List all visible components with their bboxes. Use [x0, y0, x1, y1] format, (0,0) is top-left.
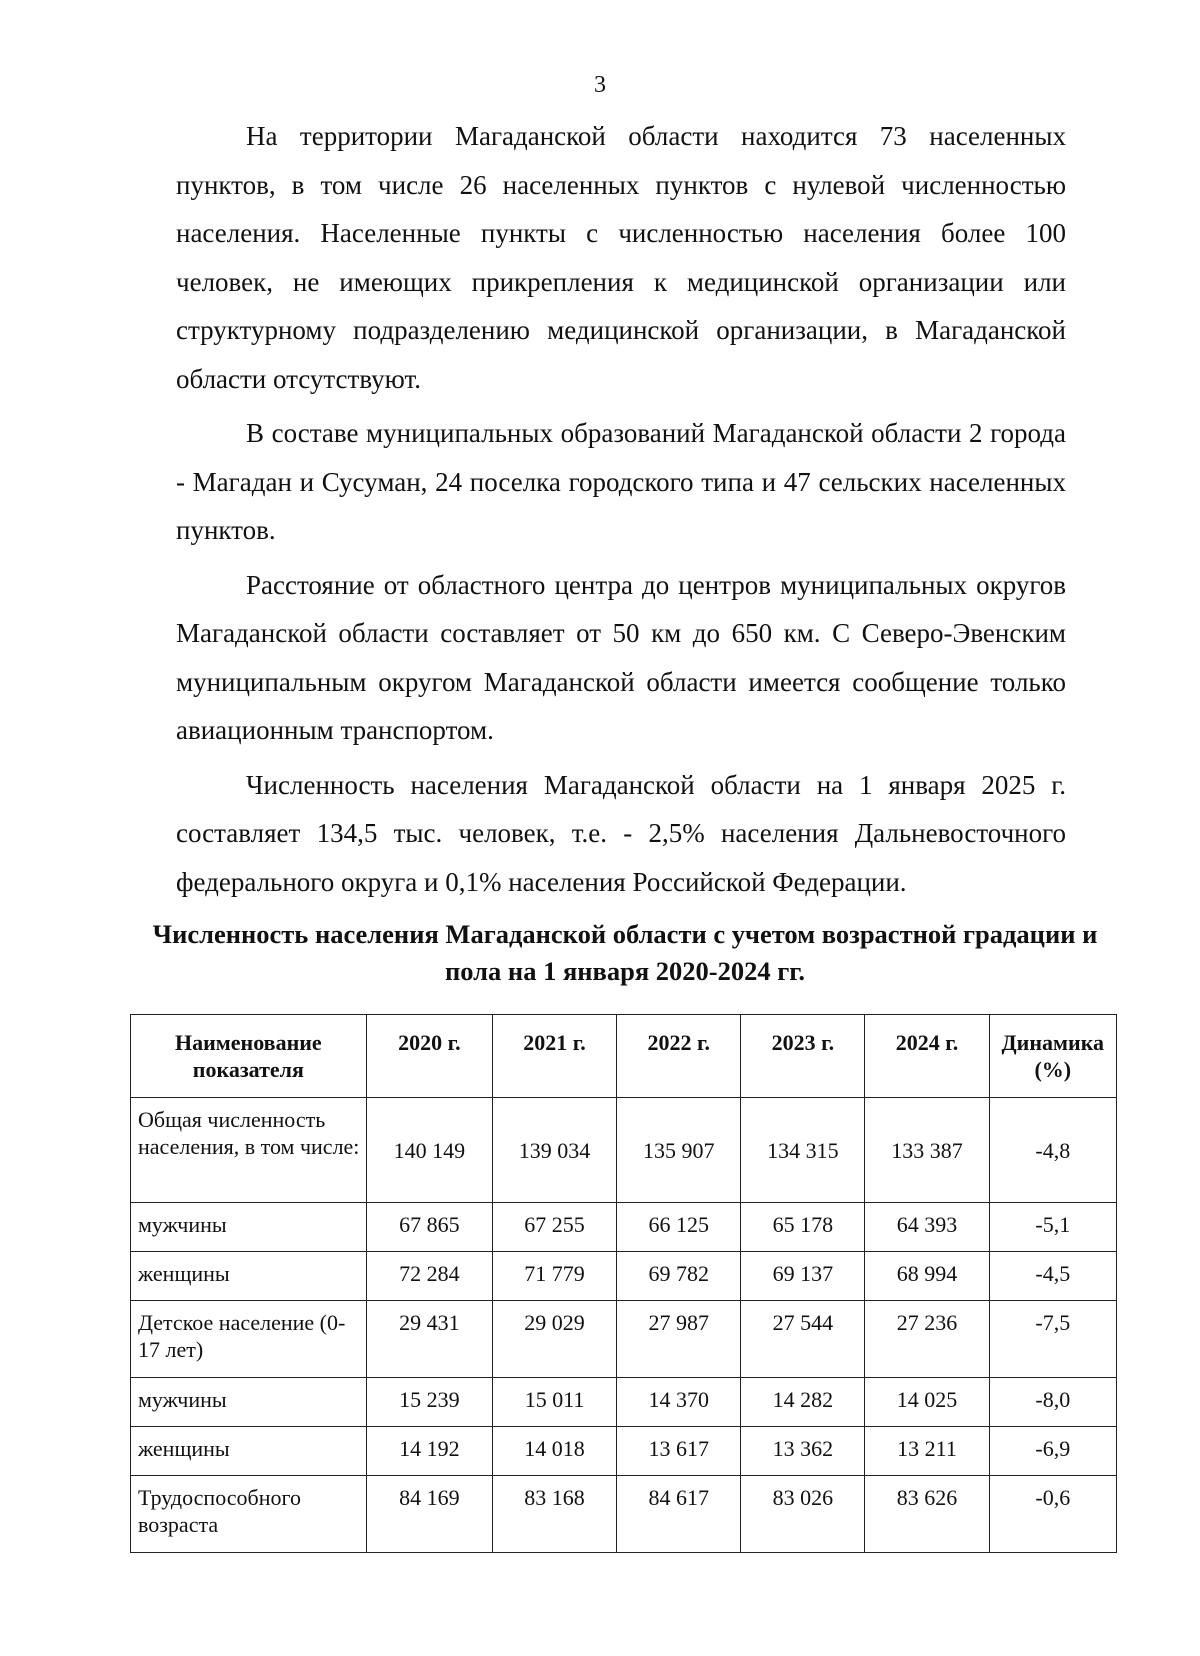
table-cell: 29 431: [366, 1301, 492, 1378]
table-header-row: [131, 1015, 1117, 1098]
table-cell: 133 387: [865, 1098, 989, 1203]
paragraph-settlements: На территории Магаданской области находится 73 населенных пунктов, в том числе 26 населенных пунктов с нулевой численностью населения. Населенные пункты с численностью населения более 100 человек, не имеющих прикрепления к медицинской организации или структурному подразделению медицинской организации, в Магаданской области отсутствуют.: [176, 121, 1066, 394]
table-cell: -0,6: [989, 1476, 1116, 1553]
table-cell: 27 544: [741, 1301, 865, 1378]
row-label: Трудоспособного возраста: [131, 1476, 367, 1553]
table-row: [131, 1098, 1117, 1203]
table-cell: 14 192: [366, 1427, 492, 1476]
table-cell: 140 149: [366, 1098, 492, 1203]
row-label: Детское население (0-17 лет): [131, 1301, 367, 1378]
header-2024: 2024 г.: [865, 1015, 989, 1098]
header-dynamics: Динамика (%): [989, 1015, 1116, 1098]
table-cell: 139 034: [492, 1098, 616, 1203]
table-cell: 14 018: [492, 1427, 616, 1476]
paragraph-municipalities: В составе муниципальных образований Магаданской области 2 города - Магадан и Сусуман, 24 поселка городского типа и 47 сельских населенных пунктов.: [176, 418, 1066, 545]
table-cell: 69 782: [617, 1252, 741, 1301]
table-cell: 68 994: [865, 1252, 989, 1301]
body-text: [176, 112, 1066, 912]
row-label: Общая численность населения, в том числе:: [131, 1098, 367, 1203]
paragraph-population: Численность населения Магаданской области на 1 января 2025 г. составляет 134,5 тыс. человек, т.е. - 2,5% населения Дальневосточного федерального округа и 0,1% населения Российской Федерации.: [176, 769, 1066, 897]
row-label: женщины: [131, 1427, 367, 1476]
table-cell: 13 617: [617, 1427, 741, 1476]
table-cell: 14 282: [741, 1378, 865, 1427]
header-indicator: Наименование показателя: [131, 1015, 367, 1098]
table-row: [131, 1476, 1117, 1553]
table-row: [131, 1378, 1117, 1427]
table-cell: -6,9: [989, 1427, 1116, 1476]
table-cell: 72 284: [366, 1252, 492, 1301]
header-2023: 2023 г.: [741, 1015, 865, 1098]
table-cell: 14 370: [617, 1378, 741, 1427]
table-cell: 13 362: [741, 1427, 865, 1476]
paragraph-distance: Расстояние от областного центра до центров муниципальных округов Магаданской области составляет от 50 км до 650 км. С Северо-Эвенским муниципальным округом Магаданской области имеется сообщение только авиационным транспортом.: [176, 569, 1066, 745]
table-cell: -8,0: [989, 1378, 1116, 1427]
table-row: [131, 1427, 1117, 1476]
table-cell: 71 779: [492, 1252, 616, 1301]
table-cell: 13 211: [865, 1427, 989, 1476]
table-cell: 67 255: [492, 1203, 616, 1252]
table-cell: 65 178: [741, 1203, 865, 1252]
table-row: [131, 1252, 1117, 1301]
table-cell: 84 169: [366, 1476, 492, 1553]
table-cell: 66 125: [617, 1203, 741, 1252]
table-cell: 27 236: [865, 1301, 989, 1378]
table-row: [131, 1301, 1117, 1378]
table-row: [131, 1203, 1117, 1252]
table-cell: 83 026: [741, 1476, 865, 1553]
table-cell: 69 137: [741, 1252, 865, 1301]
row-label: женщины: [131, 1252, 367, 1301]
table-cell: -4,5: [989, 1252, 1116, 1301]
header-2021: 2021 г.: [492, 1015, 616, 1098]
table-cell: 27 987: [617, 1301, 741, 1378]
table-cell: 84 617: [617, 1476, 741, 1553]
table-cell: 67 865: [366, 1203, 492, 1252]
table-cell: 83 168: [492, 1476, 616, 1553]
row-label: мужчины: [131, 1203, 367, 1252]
table-title: Численность населения Магаданской области с учетом возрастной градации и пола на 1 января 2020-2024 гг.: [152, 919, 1098, 986]
table-cell: 15 011: [492, 1378, 616, 1427]
table-cell: 29 029: [492, 1301, 616, 1378]
table-cell: 83 626: [865, 1476, 989, 1553]
table-cell: -7,5: [989, 1301, 1116, 1378]
table-cell: 14 025: [865, 1378, 989, 1427]
table-cell: 64 393: [865, 1203, 989, 1252]
population-table: [130, 1014, 1117, 1553]
table-cell: -5,1: [989, 1203, 1116, 1252]
table-cell: 135 907: [617, 1098, 741, 1203]
header-2020: 2020 г.: [366, 1015, 492, 1098]
table-cell: 134 315: [741, 1098, 865, 1203]
header-2022: 2022 г.: [617, 1015, 741, 1098]
row-label: мужчины: [131, 1378, 367, 1427]
page-number: 3: [594, 72, 606, 98]
table-cell: -4,8: [989, 1098, 1116, 1203]
table-cell: 15 239: [366, 1378, 492, 1427]
